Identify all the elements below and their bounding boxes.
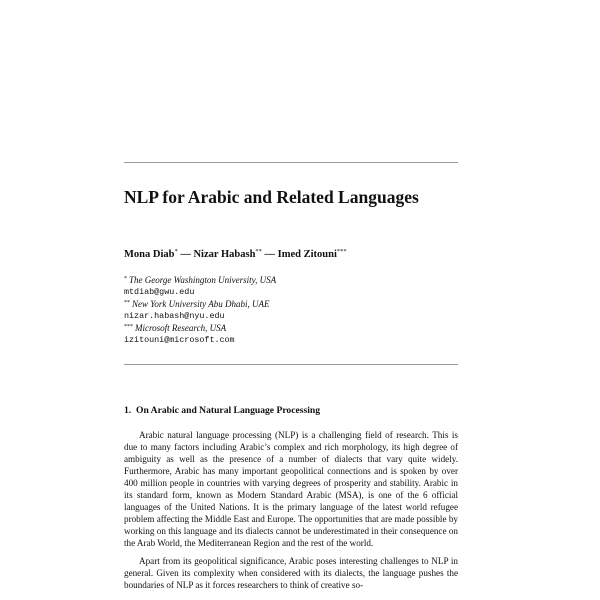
- author-email[interactable]: izitouni@microsoft.com: [124, 334, 235, 345]
- header-bottom-rule: [124, 364, 458, 365]
- section-heading: [124, 405, 320, 416]
- paragraph: Apart from its geopolitical significance, Arabic poses interesting challenges to NLP in general. Given its complexity when considered with its dialects, the language pushes the boundaries of NLP as it forces researchers to think of creative so-: [124, 556, 458, 590]
- institution: The George Washington University, USA: [129, 275, 277, 285]
- top-rule: [124, 162, 458, 163]
- author-separator: —: [177, 249, 194, 260]
- author-name: Imed Zitouni: [277, 249, 337, 260]
- author-name: Mona Diab: [124, 249, 175, 260]
- author-list: [124, 248, 347, 260]
- author-name: Nizar Habash: [193, 249, 256, 260]
- section-number: 1.: [124, 405, 132, 416]
- affiliation-line: [124, 322, 458, 335]
- body-text: [124, 429, 458, 597]
- affiliation-line: [124, 274, 458, 287]
- affiliation-mark: **: [124, 300, 130, 306]
- paragraph: Arabic natural language processing (NLP) is a challenging field of research. This is due to many factors including Arabic’s complex and rich morphology, its high degree of ambiguity as well as the presence of a number of dialects that vary quite widely. Furthermore, Arabic has many important geopolitical connections and is spoken by over 400 million people in countries with varying degrees of prosperity and stability. Arabic in its standard form, known as Modern Standard Arabic (MSA), is one of the 6 official languages of the United Nations. It is the primary language of the latest world refugee problem affecting the Middle East and Europe. The opportunities that are made possible by working on this language and its dialects cannot be underestimated in their consequence on the Arab World, the Mediterranean Region and the rest of the world.: [124, 430, 458, 548]
- affiliation-mark: ***: [336, 248, 347, 255]
- affiliation-block: [124, 274, 458, 346]
- affiliation-mark: *: [124, 276, 127, 282]
- affiliation-mark: *: [174, 248, 178, 255]
- author-email[interactable]: mtdiab@gwu.edu: [124, 286, 195, 297]
- author-email[interactable]: nizar.habash@nyu.edu: [124, 310, 225, 321]
- paper-title: NLP for Arabic and Related Languages: [124, 187, 419, 207]
- affiliation-line: [124, 298, 458, 311]
- section-title: On Arabic and Natural Language Processing: [136, 405, 320, 416]
- institution: New York University Abu Dhabi, UAE: [132, 299, 270, 309]
- affiliation-mark: ***: [124, 324, 133, 330]
- institution: Microsoft Research, USA: [135, 323, 227, 333]
- author-separator: —: [261, 249, 278, 260]
- affiliation-mark: **: [255, 248, 262, 255]
